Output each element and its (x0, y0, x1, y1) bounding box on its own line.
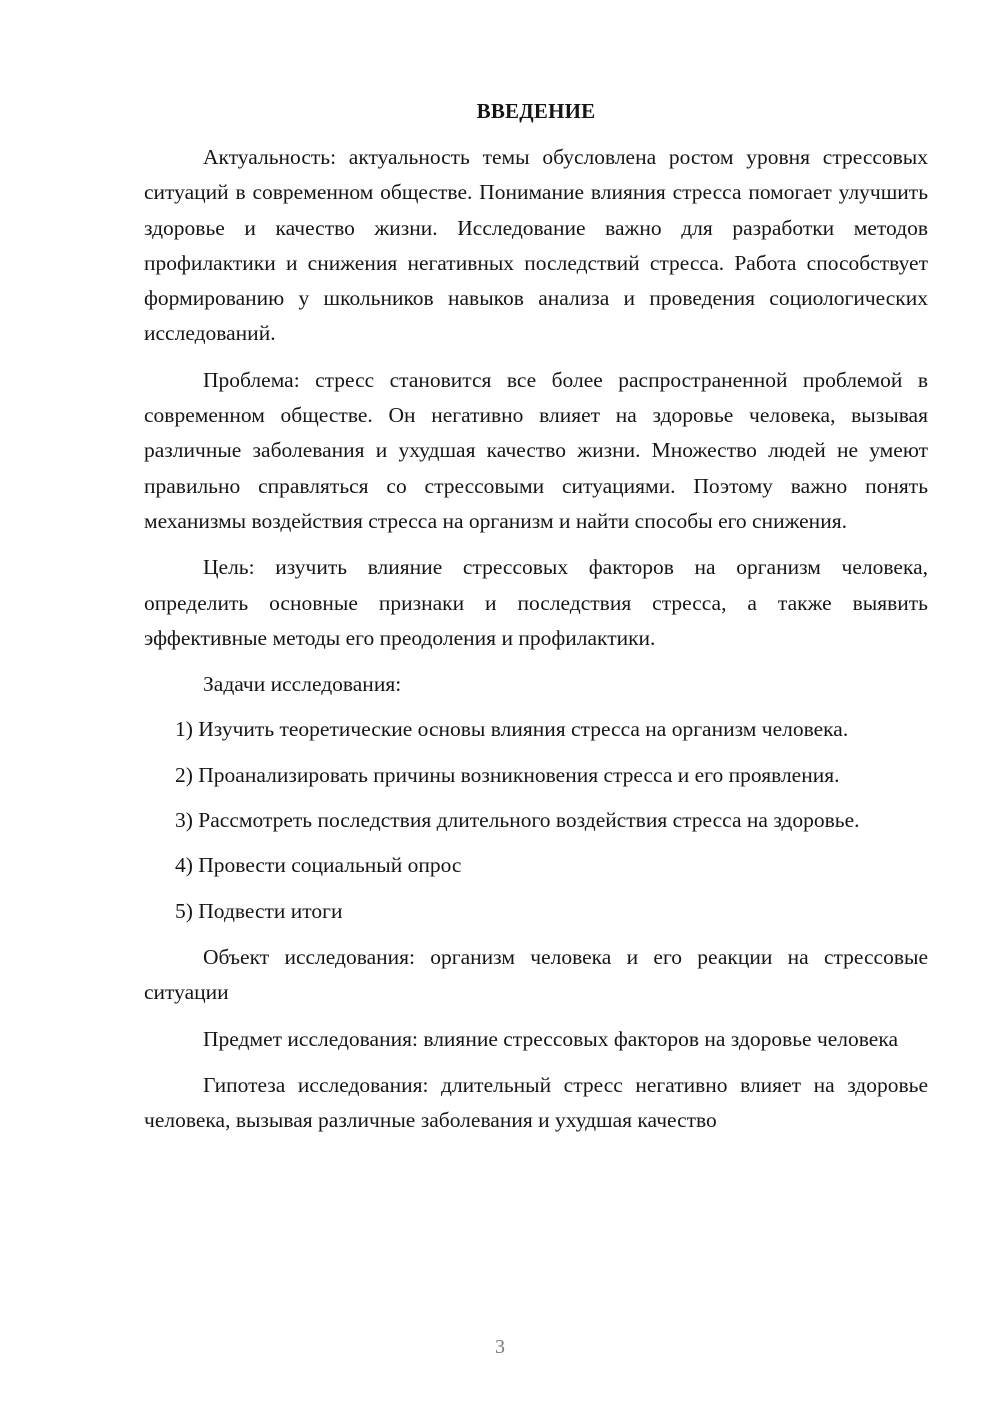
task-item: 4) Провести социальный опрос (175, 853, 462, 878)
problem-paragraph: Проблема: стресс становится все более распространенной проблемой в современном обществе. Он негативно влияет на здоровье человека, вызывая различные заболевания и ухудшая качество жизни. Множество людей не умеют правильно справляться со стрессовыми ситуациями. Поэтому важно понять механизмы воздействия стресса на организм и найти способы его снижения. (144, 367, 928, 533)
subject-paragraph: Предмет исследования: влияние стрессовых факторов на здоровье человека (203, 1026, 899, 1051)
section-title: ВВЕДЕНИЕ (476, 99, 596, 123)
hypothesis-paragraph: Гипотеза исследования: длительный стресс негативно влияет на здоровье человека, вызывая различные заболевания и ухудшая качество (144, 1072, 928, 1133)
task-item: 1) Изучить теоретические основы влияния стресса на организм человека. (175, 717, 849, 742)
task-item: 2) Проанализировать причины возникновения стресса и его проявления. (175, 762, 840, 787)
tasks-heading: Задачи исследования: (203, 672, 402, 697)
page-content (144, 94, 928, 1138)
goal-paragraph: Цель: изучить влияние стрессовых факторов на организм человека, определить основные признаки и последствия стресса, а также выявить эффективные методы его преодоления и профилактики. (144, 555, 928, 650)
object-paragraph: Объект исследования: организм человека и его реакции на стрессовые ситуации (144, 944, 928, 1005)
page-number: 3 (495, 1336, 505, 1358)
relevance-paragraph: Актуальность: актуальность темы обусловлена ростом уровня стрессовых ситуаций в современном обществе. Понимание влияния стресса помогает улучшить здоровье и качество жизни. Исследование важно для разработки методов профилактики и снижения негативных последствий стресса. Работа способствует формированию у школьников навыков анализа и проведения социологических исследований. (144, 145, 928, 346)
task-item: 3) Рассмотреть последствия длительного воздействия стресса на здоровье. (175, 808, 860, 833)
task-item: 5) Подвести итоги (175, 898, 343, 923)
